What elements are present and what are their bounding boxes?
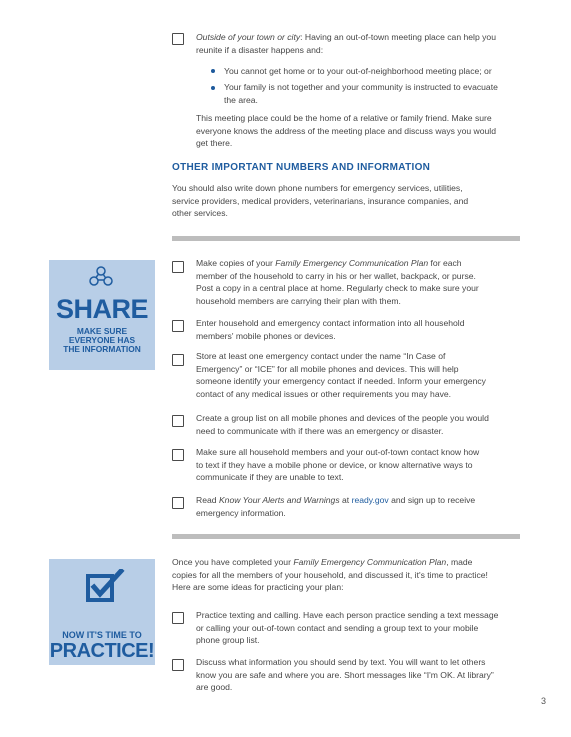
checkbox-ice-contact[interactable] (172, 354, 184, 366)
item-line: know you are safe and where you are. Short messages like “I'm OK. At library” (196, 669, 494, 680)
item-line: contact of any medical issues or other requirements you may have. (196, 388, 452, 399)
item-line: to text if they have a mobile phone or device, or know alternative ways to (196, 459, 473, 470)
item-line: phone group list. (196, 635, 260, 646)
share-item-know-text (196, 446, 536, 484)
item-line: Make sure all household members and your out-of-town contact know how (196, 447, 480, 457)
network-icon (87, 265, 115, 289)
intro-line: Here are some ideas for practicing your plan: (172, 582, 344, 593)
item-line: members' mobile phones or devices. (196, 330, 336, 341)
item-text: Make copies of your (196, 258, 276, 268)
item-line: someone identify your emergency contact if needed. Inform your emergency (196, 376, 486, 387)
checkbox-enter-contacts[interactable] (172, 320, 184, 332)
practice-panel (49, 559, 155, 665)
item-text: and sign up to receive (388, 495, 476, 505)
para-line: other services. (172, 208, 228, 219)
page-number: 3 (541, 696, 547, 706)
bullet-line: the area. (224, 94, 258, 105)
para-line: get there. (196, 138, 233, 149)
item-line: need to communicate with if there was an emergency or disaster. (196, 425, 444, 436)
share-item-group-list (196, 412, 536, 437)
item-text-italic: Know Your Alerts and Warnings (218, 495, 340, 505)
bullet-dot (211, 69, 215, 73)
checkbox-practice-texting[interactable] (172, 612, 184, 624)
subtitle-line: THE INFORMATION (63, 344, 141, 354)
item-line: Emergency” or “ICE” for all mobile phones and devices. This will help (196, 363, 459, 374)
item-line: Practice texting and calling. Have each person practice sending a text message (196, 610, 499, 620)
item-line: Post a copy in a central place at home. Regularly check to make sure your (196, 283, 479, 294)
meeting-place-paragraph (196, 112, 536, 150)
para-line: service providers, medical providers, veterinarians, insurance companies, and (172, 195, 469, 206)
share-item-ice-contact (196, 350, 536, 400)
share-title: SHARE (55, 294, 148, 324)
ready-gov-link[interactable]: ready.gov (351, 495, 389, 505)
bullet-line: You cannot get home or to your out-of-neighborhood meeting place; or (224, 66, 492, 76)
section-heading-numbers: OTHER IMPORTANT NUMBERS AND INFORMATION (172, 162, 431, 173)
share-item-enter-contacts (196, 317, 536, 342)
intro-text: , made (446, 557, 473, 567)
share-item-make-copies (196, 257, 536, 307)
item-line: household members are carrying their plan with them. (196, 295, 401, 306)
bullet-item (224, 81, 534, 106)
item-line: are good. (196, 682, 233, 693)
item-text: at (339, 495, 352, 505)
section-divider (172, 236, 520, 241)
bullet-item (224, 65, 534, 78)
checkbox-know-text[interactable] (172, 449, 184, 461)
share-panel (49, 260, 155, 370)
section-divider (172, 534, 520, 539)
numbers-paragraph (172, 182, 532, 220)
outside-town-lead: Outside of your town or city (196, 32, 301, 42)
para-line: You should also write down phone numbers for emergency services, utilities, (172, 183, 463, 193)
practice-item-discuss (196, 656, 541, 694)
item-text: Read (196, 495, 219, 505)
checkbox-check-icon (85, 569, 125, 605)
checkbox-make-copies[interactable] (172, 261, 184, 273)
item-line: communicate if they are unable to text. (196, 472, 344, 483)
outside-town-line2: reunite if a disaster happens and: (196, 44, 324, 55)
checkbox-outside-town[interactable] (172, 33, 184, 45)
item-text: for each (428, 258, 462, 268)
intro-text-italic: Family Emergency Communication Plan (293, 557, 447, 567)
share-item-alerts-warnings (196, 494, 536, 519)
subtitle-line: EVERYONE HAS (68, 335, 136, 345)
share-subtitle (49, 327, 155, 354)
bullet-dot (211, 86, 215, 90)
para-line: This meeting place could be the home of a relative or family friend. Make sure (196, 113, 492, 123)
outside-town-text (196, 31, 536, 56)
outside-town-line1: : Having an out-of-town meeting place can help you (300, 32, 496, 42)
practice-label-small: NOW IT'S TIME TO (62, 630, 142, 640)
item-line: Enter household and emergency contact information into all household (196, 318, 465, 328)
item-line: Discuss what information you should send by text. You will want to let others (196, 657, 486, 667)
checkbox-discuss-info[interactable] (172, 659, 184, 671)
practice-item-texting (196, 609, 541, 647)
item-line: or calling your out-of-town contact and sending a group text to your mobile (196, 622, 479, 633)
para-line: everyone knows the address of the meeting place and discuss ways you would (196, 125, 496, 136)
intro-line: copies for all the members of your household, and discussed it, it's time to practice! (172, 569, 488, 580)
checkbox-alerts-warnings[interactable] (172, 497, 184, 509)
checkbox-group-list[interactable] (172, 415, 184, 427)
intro-text: Once you have completed your (172, 557, 294, 567)
practice-label-big: PRACTICE! (49, 640, 155, 662)
item-text-italic: Family Emergency Communication Plan (275, 258, 429, 268)
item-line: member of the household to carry in his or her wallet, backpack, or purse. (196, 270, 476, 281)
bullet-line: Your family is not together and your community is instructed to evacuate (224, 82, 498, 92)
item-line: Store at least one emergency contact under the name “In Case of (196, 351, 446, 361)
subtitle-line: MAKE SURE (76, 326, 128, 336)
item-line: Create a group list on all mobile phones and devices of the people you would (196, 413, 489, 423)
item-line: emergency information. (196, 507, 286, 518)
practice-intro (172, 556, 552, 594)
